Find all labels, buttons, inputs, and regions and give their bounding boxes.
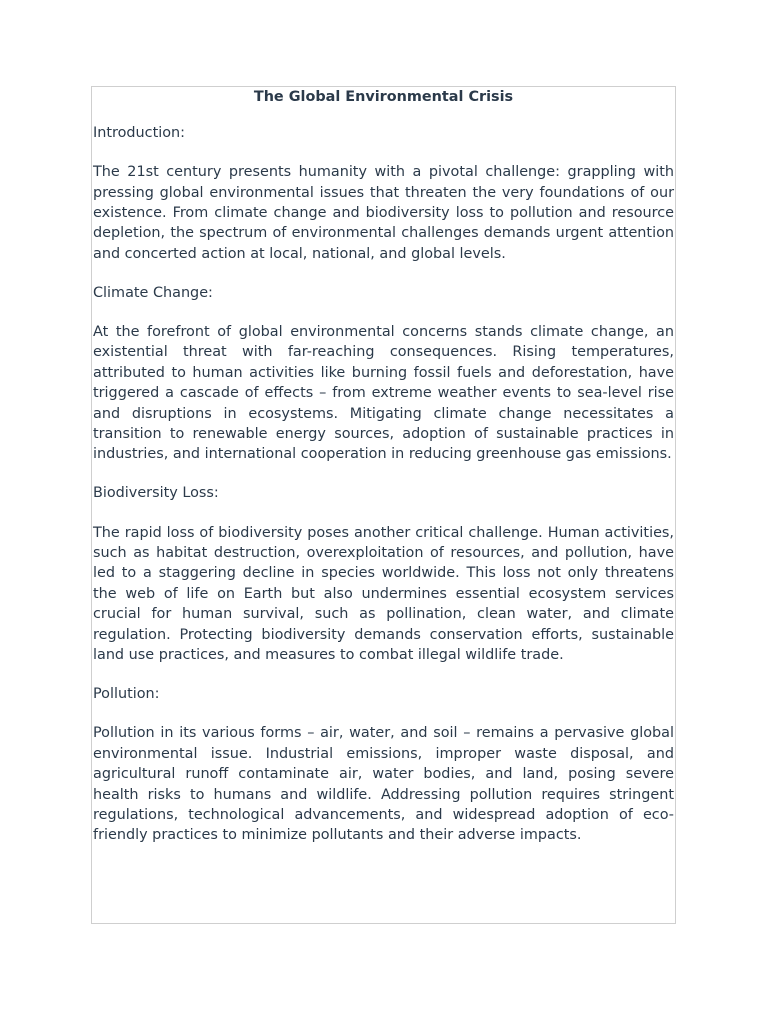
section-body-introduction: The 21st century presents humanity with a pivotal challenge: grappling with pressing global environmental issues that threaten the very foundations of our existence. From climate change and biodiversity loss to pollution and resource depletion, the spectrum of environmental challenges demands urgent attention and concerted action at local, national, and global levels.	[93, 164, 674, 262]
section-body-biodiversity-loss: The rapid loss of biodiversity poses another critical challenge. Human activities, such as habitat destruction, overexploitation of resources, and pollution, have led to a staggering decline in species worldwide. This loss not only threatens the web of life on Earth but also undermines essential ecosystem services crucial for human survival, such as pollination, clean water, and climate regulation. Protecting biodiversity demands conservation efforts, sustainable land use practices, and measures to combat illegal wildlife trade.	[93, 524, 674, 664]
section-heading-pollution: Pollution:	[93, 686, 160, 703]
document-frame	[91, 86, 676, 924]
section-body-climate-change: At the forefront of global environmental concerns stands climate change, an existential threat with far-reaching consequences. Rising temperatures, attributed to human activities like burning fossil fuels and deforestation, have triggered a cascade of effects – from extreme weather events to sea-level rise and disruptions in ecosystems. Mitigating climate change necessitates a transition to renewable energy sources, adoption of sustainable practices in industries, and international cooperation in reducing greenhouse gas emissions.	[93, 324, 674, 463]
section-heading-climate-change: Climate Change:	[93, 284, 213, 301]
section-body-pollution: Pollution in its various forms – air, water, and soil – remains a pervasive global environmental issue. Industrial emissions, improper waste disposal, and agricultural runoff contaminate air, water bodies, and land, posing severe health risks to humans and wildlife. Addressing pollution requires stringent regulations, technological advancements, and widespread adoption of eco-friendly practices to minimize pollutants and their adverse impacts.	[93, 725, 674, 844]
document-title: The Global Environmental Crisis	[253, 89, 514, 105]
section-heading-introduction: Introduction:	[93, 124, 185, 141]
section-heading-biodiversity-loss: Biodiversity Loss:	[93, 485, 219, 502]
